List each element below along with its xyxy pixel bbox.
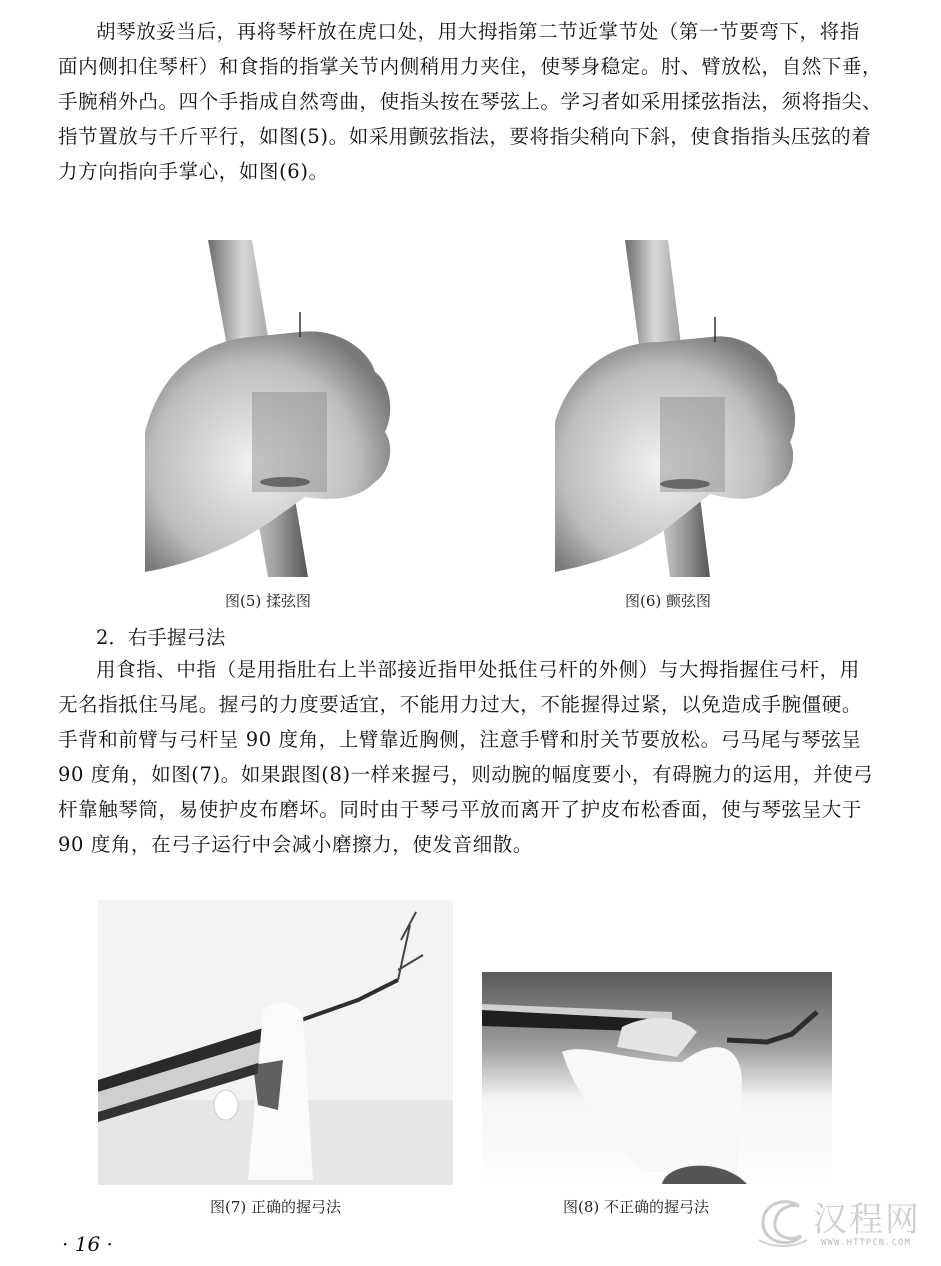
figure-8-photo	[482, 972, 832, 1184]
paragraph-right-hand-bow	[58, 652, 908, 862]
page-number: · 16 ·	[62, 1232, 113, 1256]
text-line: 指节置放与千斤平行，如图(5)。如采用颤弦指法，要将指尖稍向下斜，使食指指头压弦的着	[58, 125, 872, 148]
text-line: 力方向指向手掌心，如图(6)。	[58, 160, 329, 183]
figure-5-caption: 图(5) 揉弦图	[225, 592, 312, 610]
incorrect-bow-hold-image	[482, 972, 832, 1184]
text-line: 无名指抵住马尾。握弓的力度要适宜，不能用力过大，不能握得过紧，以免造成手腕僵硬。	[58, 693, 863, 716]
watermark-logo-icon	[755, 1192, 811, 1252]
paragraph-left-hand	[58, 14, 908, 189]
text-line: 手腕稍外凸。四个手指成自然弯曲，使指头按在琴弦上。学习者如采用揉弦指法，须将指尖、	[58, 90, 883, 113]
figure-7-caption: 图(7) 正确的握弓法	[210, 1198, 342, 1216]
text-line: 90 度角，如图(7)。如果跟图(8)一样来握弓，则动腕的幅度要小，有碍腕力的运用，并使弓	[58, 763, 874, 786]
figure-8-caption: 图(8) 不正确的握弓法	[563, 1198, 710, 1216]
figure-6-caption: 图(6) 颤弦图	[625, 592, 712, 610]
figure-6-photo	[550, 232, 805, 577]
hand-on-erhu-neck-image	[140, 232, 415, 577]
text-line: 杆靠触琴筒，易使护皮布磨坏。同时由于琴弓平放而离开了护皮布松香面，使与琴弦呈大于	[58, 798, 863, 821]
section-heading: 2．右手握弓法	[96, 626, 226, 649]
figure-7-photo	[98, 900, 453, 1185]
watermark-text: 汉程网	[813, 1200, 921, 1240]
hand-on-erhu-neck-image	[550, 232, 805, 577]
text-line: 90 度角，在弓子运行中会减小磨擦力，使发音细散。	[58, 833, 534, 856]
watermark-url: WWW.HTTPCN.COM	[821, 1238, 911, 1248]
text-line: 手背和前臂与弓杆呈 90 度角，上臂靠近胸侧，注意手臂和肘关节要放松。弓马尾与琴弦呈	[58, 728, 862, 751]
watermark	[755, 1188, 935, 1258]
text-line: 胡琴放妥当后，再将琴杆放在虎口处，用大拇指第二节近掌节处（第一节要弯下，将指	[96, 20, 860, 43]
figure-5-photo	[140, 232, 415, 577]
text-line: 面内侧扣住琴杆）和食指的指掌关节内侧稍用力夹住，使琴身稳定。肘、臂放松，自然下垂，	[58, 55, 883, 78]
correct-bow-hold-image	[98, 900, 453, 1185]
text-line: 用食指、中指（是用指肚右上半部接近指甲处抵住弓杆的外侧）与大拇指握住弓杆，用	[96, 658, 860, 681]
